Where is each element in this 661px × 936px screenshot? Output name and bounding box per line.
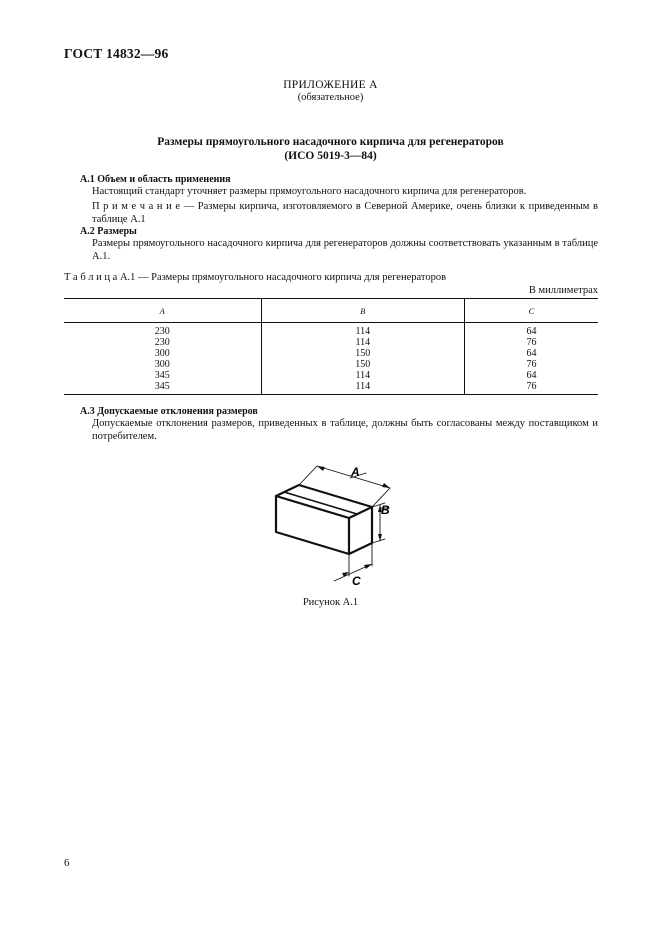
- brick-drawing: [262, 458, 402, 590]
- table-units: В миллиметрах: [528, 285, 598, 296]
- cell-b: 114: [261, 370, 464, 381]
- cell-c: 76: [464, 381, 598, 395]
- section-a3-heading: А.3 Допускаемые отклонения размеров: [80, 406, 258, 417]
- cell-a: 300: [154, 348, 170, 359]
- cell-a: 345: [64, 381, 261, 395]
- appendix-status: (обязательное): [297, 92, 364, 103]
- cell-c: 64: [526, 370, 537, 381]
- cell-c: 64: [526, 348, 537, 359]
- table-row: [64, 381, 598, 395]
- figure-caption: Рисунок А.1: [302, 597, 359, 608]
- table-caption: [64, 272, 446, 283]
- standard-code: ГОСТ 14832—96: [64, 46, 169, 61]
- table-header-row: [64, 299, 598, 323]
- label-a: A: [351, 465, 360, 479]
- brick-front-face: [276, 485, 372, 518]
- section-a2-text: Размеры прямоугольного насадочного кирпича для регенераторов должны соответствовать указанным в таблице А.1.: [92, 238, 598, 262]
- note-label: П р и м е ч а н и е: [92, 201, 181, 212]
- appendix-title-line1: Размеры прямоугольного насадочного кирпича для регенераторов: [157, 136, 504, 148]
- table-row: [64, 348, 598, 359]
- label-b: B: [381, 503, 390, 517]
- section-a2-heading: А.2 Размеры: [80, 226, 137, 237]
- col-header-c: C: [464, 299, 598, 323]
- brick-edge: [276, 496, 349, 554]
- cell-a: 230: [154, 326, 170, 337]
- cell-c: 76: [526, 337, 537, 348]
- table-caption-prefix: Т а б л и ц а: [64, 272, 118, 283]
- section-a3-text: Допускаемые отклонения размеров, приведенных в таблице, должны быть согласованы между поставщиком и потребителем.: [92, 418, 598, 442]
- cell-b: 150: [261, 359, 464, 370]
- cell-a: 230: [154, 337, 170, 348]
- table-row: [64, 370, 598, 381]
- dimensions-table: [64, 298, 598, 395]
- brick-side: [349, 507, 372, 554]
- table-row: [64, 359, 598, 370]
- cell-a: 300: [154, 359, 170, 370]
- note-text: — Размеры кирпича, изготовляемого в Северной Америке, очень близки к приведенным в таблице А.1: [92, 201, 598, 225]
- cell-b: 114: [261, 381, 464, 395]
- section-a1-note: [64, 200, 598, 226]
- cell-b: 114: [261, 323, 464, 338]
- cell-a: 345: [154, 370, 170, 381]
- section-a1-text: Настоящий стандарт уточняет размеры прямоугольного насадочного кирпича для регенераторов.: [92, 186, 527, 197]
- table-row: [64, 323, 598, 338]
- label-c: C: [352, 574, 361, 588]
- appendix-title-line2: (ИСО 5019-3—84): [284, 150, 377, 162]
- cell-c: 64: [526, 326, 537, 337]
- col-header-b: B: [261, 299, 464, 323]
- brick-top-line: [284, 492, 357, 514]
- table-row: [64, 337, 598, 348]
- appendix-title: [0, 135, 661, 163]
- section-a1-heading: А.1 Объем и область применения: [80, 174, 231, 185]
- col-header-a: A: [64, 299, 261, 323]
- cell-b: 150: [261, 348, 464, 359]
- page-number: 6: [64, 857, 70, 869]
- cell-c: 76: [526, 359, 537, 370]
- table-caption-text: А.1 — Размеры прямоугольного насадочного кирпича для регенераторов: [117, 272, 447, 283]
- appendix-label: ПРИЛОЖЕНИЕ А: [283, 79, 378, 91]
- cell-b: 114: [261, 337, 464, 348]
